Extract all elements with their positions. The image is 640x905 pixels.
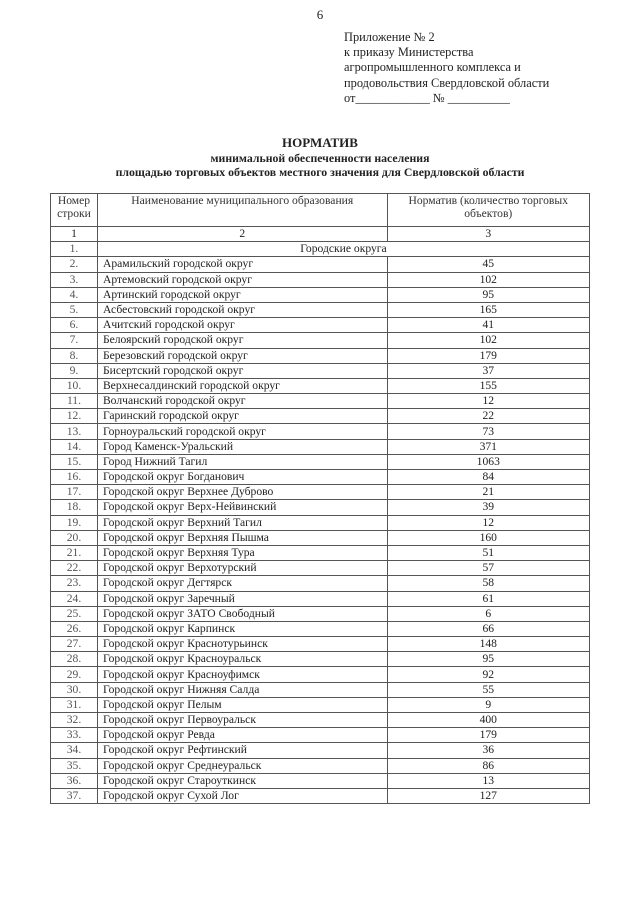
norm-value: 21 <box>387 485 589 500</box>
row-number: 26. <box>51 621 98 636</box>
table-row <box>51 758 590 773</box>
norm-value: 73 <box>387 424 589 439</box>
municipality-name: Городской округ Пелым <box>97 697 387 712</box>
norm-value: 61 <box>387 591 589 606</box>
norm-value: 84 <box>387 470 589 485</box>
table-row <box>51 424 590 439</box>
table-row <box>51 637 590 652</box>
table-row <box>51 318 590 333</box>
norm-value: 9 <box>387 697 589 712</box>
norm-value: 39 <box>387 500 589 515</box>
row-number: 5. <box>51 302 98 317</box>
municipality-name: Волчанский городской округ <box>97 394 387 409</box>
municipality-name: Городской округ Верх-Нейвинский <box>97 500 387 515</box>
row-number: 20. <box>51 530 98 545</box>
section-row <box>51 242 590 257</box>
row-number: 29. <box>51 667 98 682</box>
row-number: 14. <box>51 439 98 454</box>
row-number: 32. <box>51 713 98 728</box>
title-line: НОРМАТИВ <box>282 135 358 150</box>
norm-value: 6 <box>387 606 589 621</box>
norm-value: 36 <box>387 743 589 758</box>
municipality-name: Городской округ Нижняя Салда <box>97 682 387 697</box>
appendix-line: продовольствия Свердловской области <box>344 75 550 90</box>
table-row <box>51 606 590 621</box>
norm-value: 400 <box>387 713 589 728</box>
title-line: минимальной обеспеченности населения <box>210 151 430 165</box>
municipality-name: Городской округ Верхняя Пышма <box>97 530 387 545</box>
title-line: площадью торговых объектов местного значения для Свердловской области <box>115 165 525 179</box>
norm-value: 165 <box>387 302 589 317</box>
row-number: 3. <box>51 272 98 287</box>
municipality-name: Городской округ Верхотурский <box>97 561 387 576</box>
row-number: 21. <box>51 545 98 560</box>
norm-value: 66 <box>387 621 589 636</box>
table-row <box>51 682 590 697</box>
norm-value: 102 <box>387 272 589 287</box>
table-header-row <box>51 194 590 227</box>
table-row <box>51 348 590 363</box>
municipality-name: Городской округ ЗАТО Свободный <box>97 606 387 621</box>
municipality-name: Городской округ Заречный <box>97 591 387 606</box>
row-number: 25. <box>51 606 98 621</box>
table-row <box>51 454 590 469</box>
norm-value: 102 <box>387 333 589 348</box>
table-row <box>51 652 590 667</box>
table-row <box>51 728 590 743</box>
row-number: 37. <box>51 788 98 803</box>
table-row <box>51 257 590 272</box>
row-number: 10. <box>51 378 98 393</box>
norm-value: 22 <box>387 409 589 424</box>
norm-value: 95 <box>387 287 589 302</box>
municipality-name: Городской округ Первоуральск <box>97 713 387 728</box>
table-row <box>51 667 590 682</box>
table-row <box>51 788 590 803</box>
norm-value: 155 <box>387 378 589 393</box>
table-row <box>51 621 590 636</box>
table-row <box>51 530 590 545</box>
municipality-name: Городской округ Красноуфимск <box>97 667 387 682</box>
norm-value: 41 <box>387 318 589 333</box>
header-norm: Норматив (количество торговых объектов) <box>387 194 589 227</box>
table-row <box>51 500 590 515</box>
section-number: 1. <box>51 242 98 257</box>
table-row <box>51 333 590 348</box>
norm-value: 95 <box>387 652 589 667</box>
table-row <box>51 272 590 287</box>
municipality-name: Городской округ Верхняя Тура <box>97 545 387 560</box>
norm-value: 371 <box>387 439 589 454</box>
row-number: 35. <box>51 758 98 773</box>
row-number: 28. <box>51 652 98 667</box>
table-row <box>51 363 590 378</box>
header-municipality-name: Наименование муниципального образования <box>97 194 387 227</box>
norm-value: 51 <box>387 545 589 560</box>
appendix-line: от____________ № __________ <box>344 90 510 105</box>
table-row <box>51 485 590 500</box>
municipality-name: Городской округ Краснотурьинск <box>97 637 387 652</box>
header-row-number: Номер строки <box>51 194 98 227</box>
municipality-name: Городской округ Сухой Лог <box>97 788 387 803</box>
row-number: 12. <box>51 409 98 424</box>
row-number: 9. <box>51 363 98 378</box>
norm-value: 86 <box>387 758 589 773</box>
row-number: 27. <box>51 637 98 652</box>
row-number: 22. <box>51 561 98 576</box>
table-row <box>51 545 590 560</box>
column-index-row <box>51 227 590 242</box>
table-row <box>51 591 590 606</box>
norm-value: 148 <box>387 637 589 652</box>
table-row <box>51 394 590 409</box>
norm-value: 37 <box>387 363 589 378</box>
norm-value: 12 <box>387 515 589 530</box>
column-index: 3 <box>387 227 589 242</box>
table-row <box>51 576 590 591</box>
municipality-name: Город Нижний Тагил <box>97 454 387 469</box>
municipality-name: Бисертский городской округ <box>97 363 387 378</box>
norm-value: 127 <box>387 788 589 803</box>
norm-value: 55 <box>387 682 589 697</box>
document-title <box>0 135 640 179</box>
section-label: Городские округа <box>97 242 589 257</box>
row-number: 18. <box>51 500 98 515</box>
table-row <box>51 697 590 712</box>
municipality-name: Асбестовский городской округ <box>97 302 387 317</box>
norm-value: 57 <box>387 561 589 576</box>
municipality-name: Гаринский городской округ <box>97 409 387 424</box>
row-number: 8. <box>51 348 98 363</box>
row-number: 11. <box>51 394 98 409</box>
appendix-line: агропромышленного комплекса и <box>344 60 521 75</box>
municipality-name: Артемовский городской округ <box>97 272 387 287</box>
row-number: 17. <box>51 485 98 500</box>
row-number: 33. <box>51 728 98 743</box>
table-row <box>51 713 590 728</box>
norms-table <box>50 193 590 804</box>
row-number: 19. <box>51 515 98 530</box>
row-number: 2. <box>51 257 98 272</box>
norm-value: 160 <box>387 530 589 545</box>
table-row <box>51 378 590 393</box>
appendix-line: Приложение № 2 <box>344 30 435 44</box>
table-row <box>51 302 590 317</box>
row-number: 34. <box>51 743 98 758</box>
municipality-name: Городской округ Дегтярск <box>97 576 387 591</box>
municipality-name: Ачитский городской округ <box>97 318 387 333</box>
municipality-name: Арамильский городской округ <box>97 257 387 272</box>
table-row <box>51 287 590 302</box>
municipality-name: Городской округ Богданович <box>97 470 387 485</box>
norm-value: 58 <box>387 576 589 591</box>
municipality-name: Артинский городской округ <box>97 287 387 302</box>
municipality-name: Городской округ Ревда <box>97 728 387 743</box>
municipality-name: Верхнесалдинский городской округ <box>97 378 387 393</box>
row-number: 23. <box>51 576 98 591</box>
row-number: 6. <box>51 318 98 333</box>
table-row <box>51 743 590 758</box>
municipality-name: Городской округ Карпинск <box>97 621 387 636</box>
column-index: 1 <box>51 227 98 242</box>
row-number: 30. <box>51 682 98 697</box>
norm-value: 12 <box>387 394 589 409</box>
row-number: 7. <box>51 333 98 348</box>
row-number: 36. <box>51 773 98 788</box>
page-number: 6 <box>316 7 324 22</box>
norm-value: 45 <box>387 257 589 272</box>
norm-value: 92 <box>387 667 589 682</box>
row-number: 16. <box>51 470 98 485</box>
table-row <box>51 773 590 788</box>
municipality-name: Березовский городской округ <box>97 348 387 363</box>
table-row <box>51 561 590 576</box>
row-number: 31. <box>51 697 98 712</box>
row-number: 24. <box>51 591 98 606</box>
municipality-name: Горноуральский городской округ <box>97 424 387 439</box>
norm-value: 1063 <box>387 454 589 469</box>
row-number: 15. <box>51 454 98 469</box>
municipality-name: Городской округ Красноуральск <box>97 652 387 667</box>
municipality-name: Городской округ Среднеуральск <box>97 758 387 773</box>
municipality-name: Город Каменск-Уральский <box>97 439 387 454</box>
appendix-block <box>344 30 624 106</box>
municipality-name: Городской округ Рефтинский <box>97 743 387 758</box>
table-row <box>51 439 590 454</box>
row-number: 4. <box>51 287 98 302</box>
norm-value: 13 <box>387 773 589 788</box>
table-row <box>51 409 590 424</box>
municipality-name: Белоярский городской округ <box>97 333 387 348</box>
table-row <box>51 470 590 485</box>
norm-value: 179 <box>387 728 589 743</box>
municipality-name: Городской округ Верхний Тагил <box>97 515 387 530</box>
row-number: 13. <box>51 424 98 439</box>
appendix-line: к приказу Министерства <box>344 45 474 60</box>
column-index: 2 <box>97 227 387 242</box>
municipality-name: Городской округ Верхнее Дуброво <box>97 485 387 500</box>
table-row <box>51 515 590 530</box>
norm-value: 179 <box>387 348 589 363</box>
municipality-name: Городской округ Староуткинск <box>97 773 387 788</box>
